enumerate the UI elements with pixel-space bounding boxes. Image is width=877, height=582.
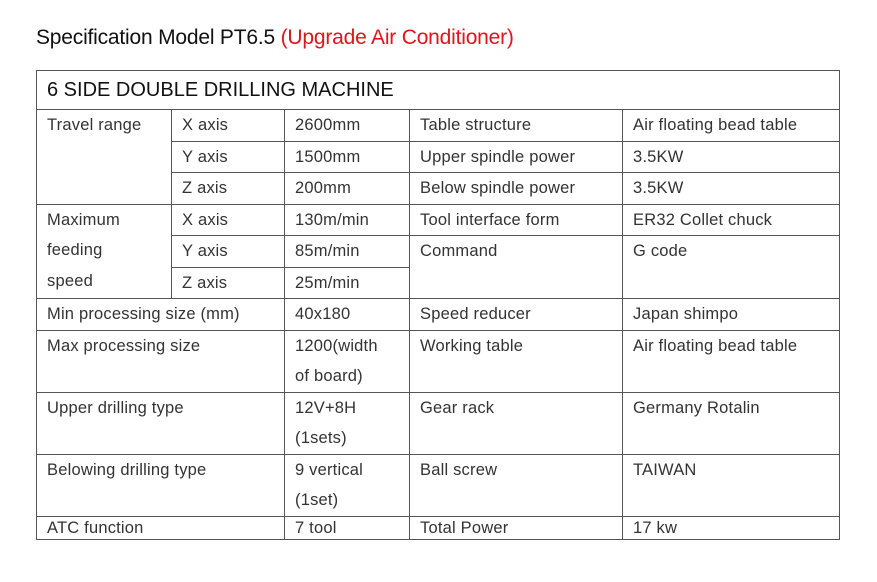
table-header: 6 SIDE DOUBLE DRILLING MACHINE bbox=[37, 71, 840, 110]
title-accent: (Upgrade Air Conditioner) bbox=[280, 26, 514, 49]
max-size-value-line1: 1200(width bbox=[295, 336, 378, 355]
gear-rack-label: Gear rack bbox=[410, 392, 623, 454]
speed-reducer-value: Japan shimpo bbox=[623, 299, 840, 331]
travel-range-label: Travel range bbox=[37, 110, 172, 205]
travel-z-value: 200mm bbox=[285, 173, 410, 205]
total-power-value: 17 kw bbox=[623, 516, 840, 539]
command-label: Command bbox=[410, 236, 623, 299]
travel-x-value: 2600mm bbox=[285, 110, 410, 142]
command-value: G code bbox=[623, 236, 840, 299]
travel-x-label: X axis bbox=[172, 110, 285, 142]
travel-y-value: 1500mm bbox=[285, 141, 410, 173]
upper-spindle-value: 3.5KW bbox=[623, 141, 840, 173]
tool-interface-label: Tool interface form bbox=[410, 204, 623, 236]
page-title bbox=[36, 26, 514, 50]
ball-screw-label: Ball screw bbox=[410, 454, 623, 516]
below-spindle-value: 3.5KW bbox=[623, 173, 840, 205]
table-row bbox=[37, 454, 840, 516]
spec-table bbox=[36, 70, 840, 540]
atc-value: 7 tool bbox=[285, 516, 410, 539]
below-drilling-value-line2: (1set) bbox=[295, 491, 339, 509]
gear-rack-value: Germany Rotalin bbox=[623, 392, 840, 454]
tool-interface-value: ER32 Collet chuck bbox=[623, 204, 840, 236]
table-row bbox=[37, 204, 840, 236]
speed-reducer-label: Speed reducer bbox=[410, 299, 623, 331]
table-row bbox=[37, 392, 840, 454]
max-size-value bbox=[285, 330, 410, 392]
table-row bbox=[37, 110, 840, 142]
table-structure-label: Table structure bbox=[410, 110, 623, 142]
max-size-value-line2: of board) bbox=[295, 367, 363, 385]
max-feeding-label bbox=[37, 204, 172, 299]
title-main: Specification Model PT6.5 bbox=[36, 26, 275, 49]
total-power-label: Total Power bbox=[410, 516, 623, 539]
working-table-label: Working table bbox=[410, 330, 623, 392]
below-drilling-label: Belowing drilling type bbox=[37, 454, 285, 516]
upper-drilling-value-line1: 12V+8H bbox=[295, 398, 357, 417]
below-drilling-value-line1: 9 vertical bbox=[295, 460, 364, 479]
min-size-value: 40x180 bbox=[285, 299, 410, 331]
below-spindle-label: Below spindle power bbox=[410, 173, 623, 205]
feeding-z-value: 25m/min bbox=[285, 267, 410, 299]
feeding-x-value: 130m/min bbox=[285, 204, 410, 236]
table-structure-value: Air floating bead table bbox=[623, 110, 840, 142]
working-table-value: Air floating bead table bbox=[623, 330, 840, 392]
travel-z-label: Z axis bbox=[172, 173, 285, 205]
max-feeding-label-line3: speed bbox=[47, 271, 93, 290]
ball-screw-value: TAIWAN bbox=[623, 454, 840, 516]
table-row bbox=[37, 516, 840, 539]
table-row bbox=[37, 330, 840, 392]
feeding-y-label: Y axis bbox=[172, 236, 285, 268]
max-size-label: Max processing size bbox=[37, 330, 285, 392]
table-header-row bbox=[37, 71, 840, 110]
upper-drilling-label: Upper drilling type bbox=[37, 392, 285, 454]
max-feeding-label-line2: feeding bbox=[47, 241, 103, 259]
feeding-y-value: 85m/min bbox=[285, 236, 410, 268]
feeding-x-label: X axis bbox=[172, 204, 285, 236]
upper-spindle-label: Upper spindle power bbox=[410, 141, 623, 173]
min-size-label: Min processing size (mm) bbox=[37, 299, 285, 331]
table-row bbox=[37, 299, 840, 331]
below-drilling-value bbox=[285, 454, 410, 516]
atc-label: ATC function bbox=[37, 516, 285, 539]
max-feeding-label-line1: Maximum bbox=[47, 210, 120, 229]
travel-y-label: Y axis bbox=[172, 141, 285, 173]
upper-drilling-value-line2: (1sets) bbox=[295, 429, 347, 447]
feeding-z-label: Z axis bbox=[172, 267, 285, 299]
upper-drilling-value bbox=[285, 392, 410, 454]
